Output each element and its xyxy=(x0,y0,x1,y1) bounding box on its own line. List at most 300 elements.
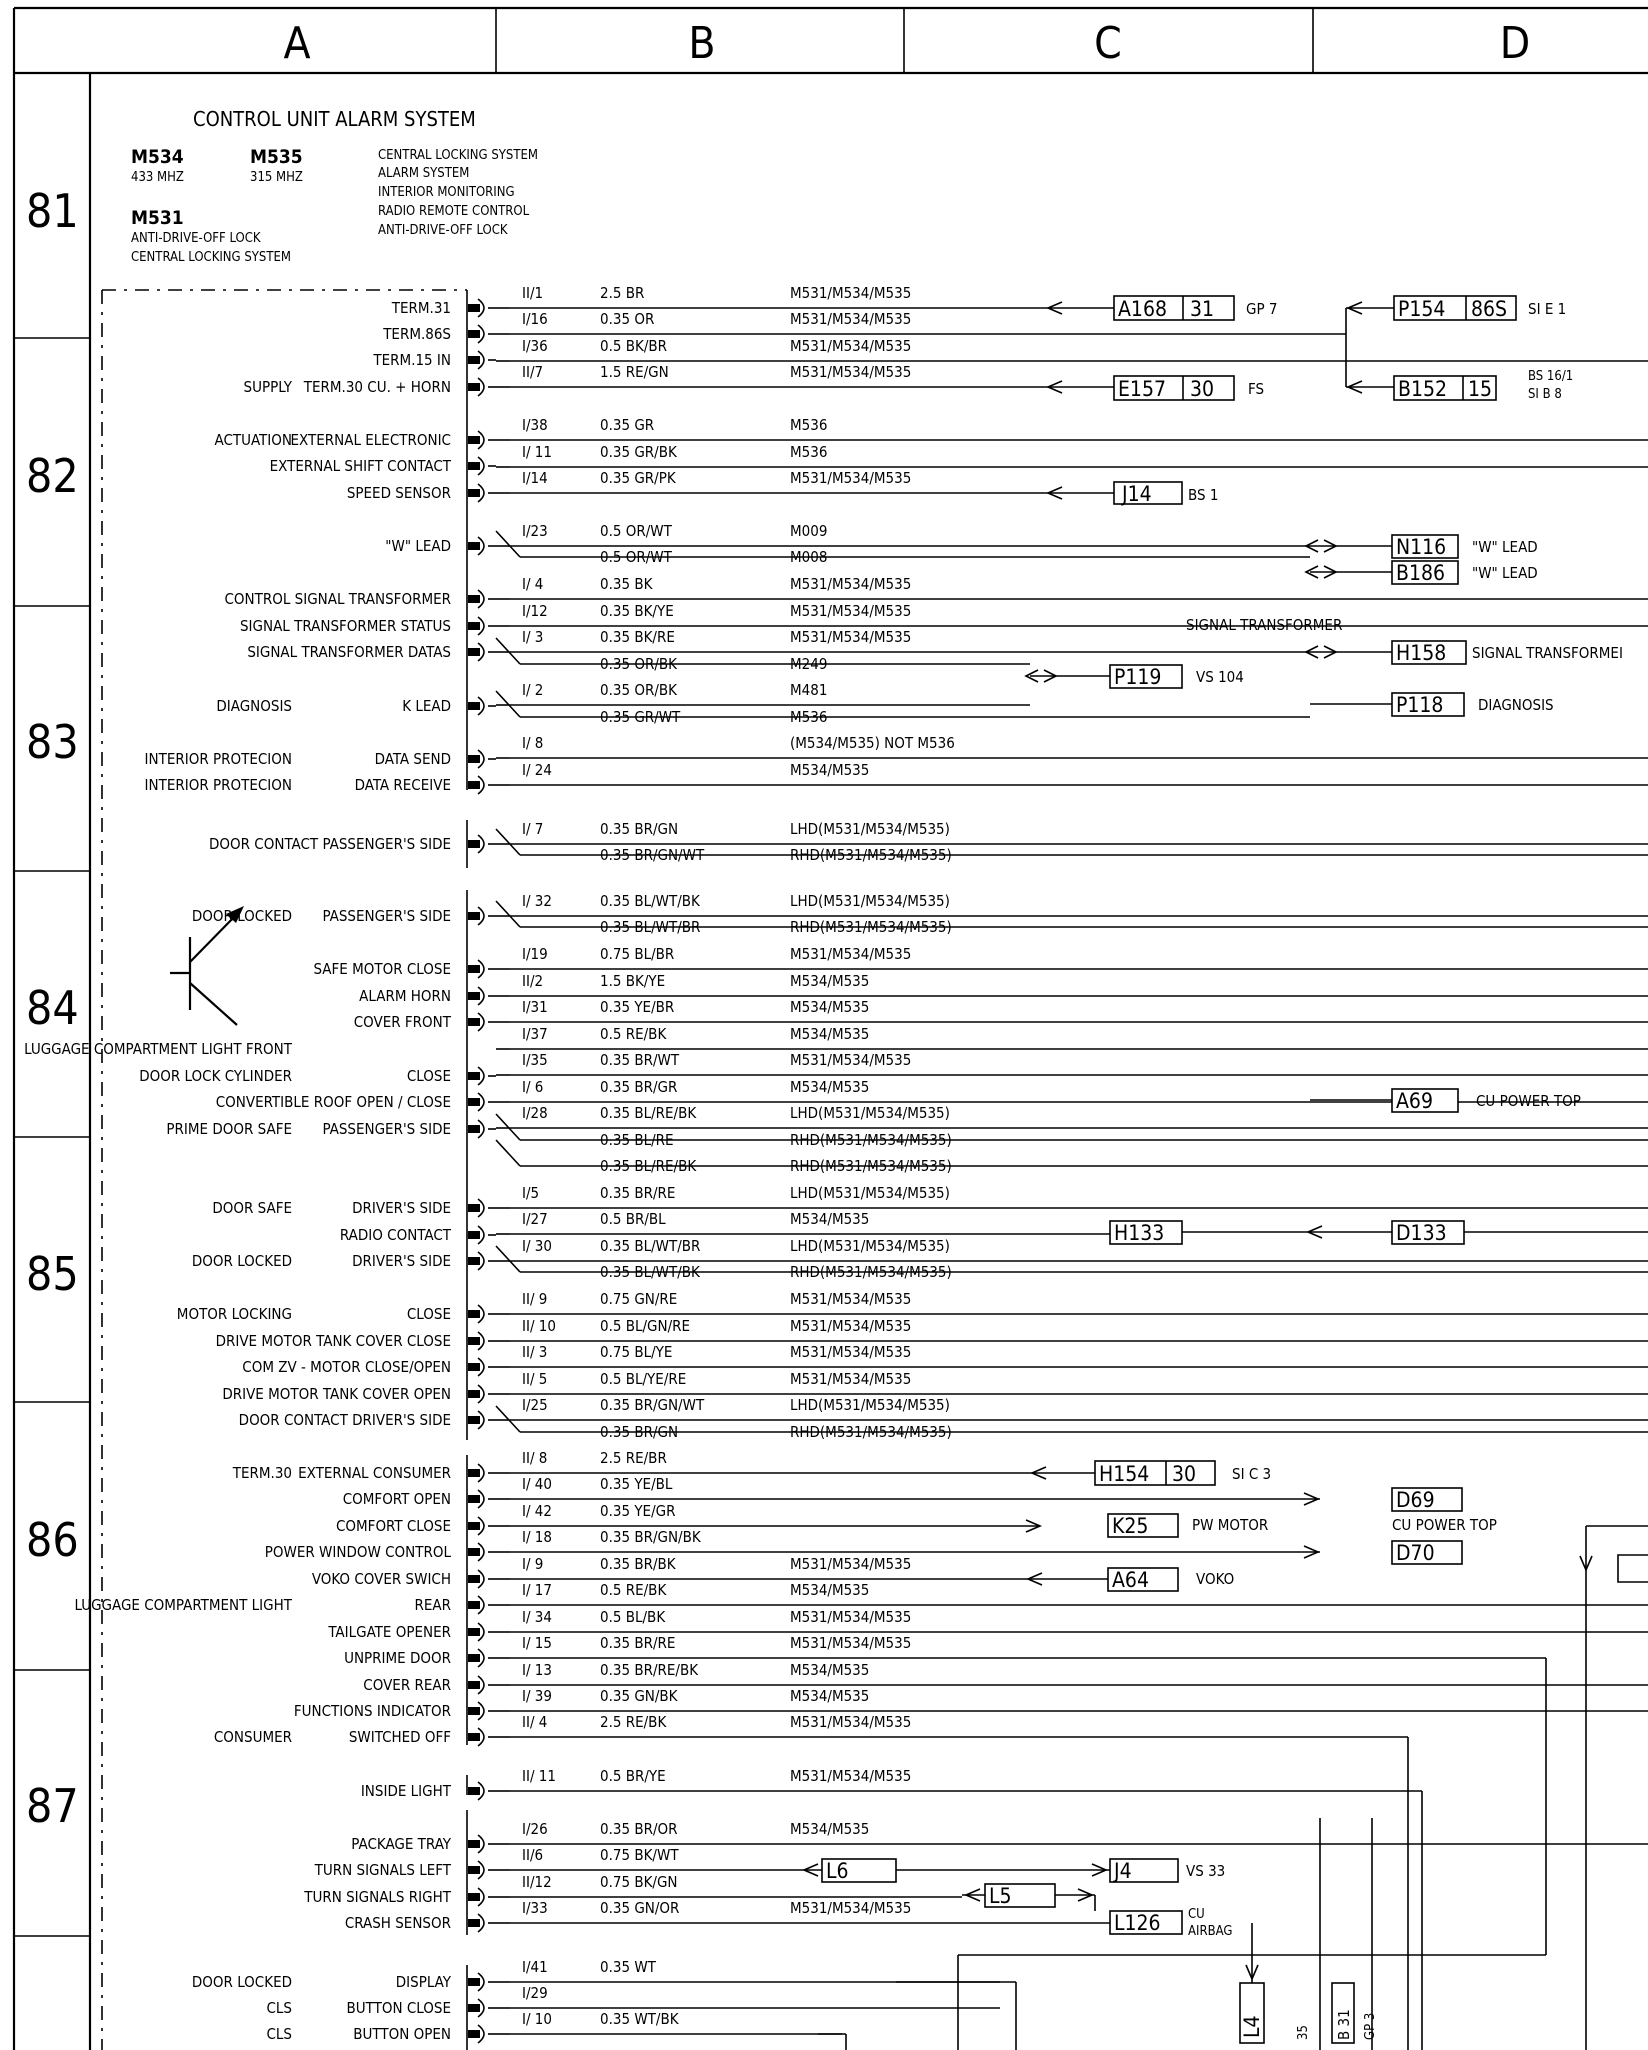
wire-spec: 2.5 RE/BR xyxy=(600,1449,667,1467)
svg-text:BS 16/1: BS 16/1 xyxy=(1528,369,1574,384)
pin-label: I/35 xyxy=(522,1051,548,1069)
component-p154 xyxy=(1346,296,1566,360)
model-code: M531 xyxy=(131,207,184,229)
pin-label: I/ 6 xyxy=(522,1078,544,1096)
group-label: DIAGNOSIS xyxy=(216,697,292,715)
group-label: TERM.30 xyxy=(232,1464,292,1482)
svg-text:86S: 86S xyxy=(1471,297,1508,321)
pin-label: I/36 xyxy=(522,337,548,355)
pin-label: II/7 xyxy=(522,363,544,381)
column-header-a: A xyxy=(283,18,311,69)
group-label: DOOR LOCKED xyxy=(191,1973,292,1991)
model-label: M534/M535 xyxy=(790,1025,870,1043)
component-j4 xyxy=(1110,1859,1225,1883)
svg-text:D69: D69 xyxy=(1396,1488,1435,1512)
wire-spec: 0.35 BL/WT/BR xyxy=(600,918,701,936)
svg-text:"W" LEAD: "W" LEAD xyxy=(1472,564,1538,582)
model-label: RHD(M531/M534/M535) xyxy=(790,846,952,864)
connector-symbol xyxy=(468,835,496,853)
svg-text:P154: P154 xyxy=(1398,297,1446,321)
wire-row xyxy=(496,1317,1648,1341)
wire-row xyxy=(496,1343,1648,1367)
connector-symbol xyxy=(468,907,496,925)
function-label: REAR xyxy=(414,1596,451,1614)
wire-spec: 0.35 BR/GN xyxy=(600,1423,679,1441)
wire-spec: 0.35 GR/PK xyxy=(600,469,676,487)
function-label: DRIVER'S SIDE xyxy=(352,1199,451,1217)
function-label: DISPLAY xyxy=(395,1973,451,1991)
feature-line: RADIO REMOTE CONTROL xyxy=(378,204,530,219)
svg-text:30: 30 xyxy=(1172,1462,1197,1486)
group-label: DOOR LOCKED xyxy=(191,907,292,925)
column-header-d: D xyxy=(1499,18,1531,69)
connector-symbol xyxy=(468,299,496,317)
pin-label: I/33 xyxy=(522,1899,548,1917)
svg-text:VOKO: VOKO xyxy=(1196,1570,1235,1588)
feature-line: ALARM SYSTEM xyxy=(378,166,470,181)
function-label: VOKO COVER SWICH xyxy=(311,1570,451,1588)
model-label: M534/M535 xyxy=(790,761,870,779)
pin-label: I/31 xyxy=(522,998,548,1016)
model-code: M535 xyxy=(250,146,303,168)
wire-spec: 0.5 BK/BR xyxy=(600,337,668,355)
function-label: CONTROL SIGNAL TRANSFORMER xyxy=(224,590,451,608)
wire-spec: 0.75 BL/BR xyxy=(600,945,675,963)
function-label: EXTERNAL ELECTRONIC xyxy=(290,431,451,449)
wire-row xyxy=(496,998,1648,1022)
model-label: M531/M534/M535 xyxy=(790,310,912,328)
svg-text:H154: H154 xyxy=(1099,1462,1150,1486)
pin-label: I/25 xyxy=(522,1396,548,1414)
connector-symbol xyxy=(468,1861,496,1879)
pin-label: I/ 17 xyxy=(522,1581,552,1599)
function-label: DATA RECEIVE xyxy=(354,776,451,794)
wire-row xyxy=(496,1502,1040,1526)
connector-symbol xyxy=(468,1570,496,1588)
component-h158 xyxy=(1186,616,1623,665)
pin-label: I/ 24 xyxy=(522,761,552,779)
group-label: LUGGAGE COMPARTMENT LIGHT xyxy=(74,1596,292,1614)
wire-spec: 1.5 BK/YE xyxy=(600,972,666,990)
svg-text:L6: L6 xyxy=(826,1859,849,1883)
model-label: M531/M534/M535 xyxy=(790,1051,912,1069)
connector-symbol xyxy=(468,1888,496,1906)
component-n116 xyxy=(1306,535,1538,559)
pin-label: I/ 32 xyxy=(522,892,552,910)
wire-row xyxy=(496,972,1648,996)
svg-text:L126: L126 xyxy=(1114,1911,1161,1935)
pin-label: II/ 11 xyxy=(522,1767,556,1785)
svg-text:A64: A64 xyxy=(1112,1568,1149,1592)
connector-symbol xyxy=(468,1252,496,1270)
group-label: INTERIOR PROTECION xyxy=(144,776,292,794)
pin-label: I/ 4 xyxy=(522,575,544,593)
model-label: M008 xyxy=(790,548,828,566)
function-label: TERM.86S xyxy=(383,325,451,343)
component-a64 xyxy=(1026,1568,1234,1592)
pin-label: I/37 xyxy=(522,1025,548,1043)
model-label: M534/M535 xyxy=(790,1820,870,1838)
model-label: M534/M535 xyxy=(790,1210,870,1228)
wire-spec: 0.35 BK xyxy=(600,575,653,593)
wire-spec: 0.35 BL/WT/BK xyxy=(600,892,700,910)
svg-text:P118: P118 xyxy=(1396,693,1444,717)
function-label: DRIVE MOTOR TANK COVER OPEN xyxy=(222,1385,451,1403)
connector-symbol xyxy=(468,1464,496,1482)
connector-symbol xyxy=(468,987,496,1005)
svg-text:H158: H158 xyxy=(1396,641,1447,665)
wire-spec: 0.35 YE/BL xyxy=(600,1475,673,1493)
column-header-b: B xyxy=(688,18,716,69)
pin-label: I/ 7 xyxy=(522,820,544,838)
connector-symbol xyxy=(468,617,496,635)
svg-text:CU: CU xyxy=(1188,1907,1205,1922)
group-label: INTERIOR PROTECION xyxy=(144,750,292,768)
svg-text:31: 31 xyxy=(1190,297,1215,321)
group-label: CLS xyxy=(266,2025,292,2043)
model-label: LHD(M531/M534/M535) xyxy=(790,1104,950,1122)
connector-symbol xyxy=(468,1490,496,1508)
component-j14 xyxy=(1045,482,1218,506)
model-label: RHD(M531/M534/M535) xyxy=(790,1131,952,1149)
component-l126 xyxy=(1095,1895,1232,1939)
model-label: M531/M534/M535 xyxy=(790,602,912,620)
component-l5 xyxy=(962,1884,1095,1908)
pin-label: I/19 xyxy=(522,945,548,963)
wire-spec: 0.75 BL/YE xyxy=(600,1343,673,1361)
pin-label: I/38 xyxy=(522,416,548,434)
model-label: LHD(M531/M534/M535) xyxy=(790,820,950,838)
svg-text:H133: H133 xyxy=(1114,1221,1165,1245)
connector-symbol xyxy=(468,1835,496,1853)
group-label: DOOR LOCK CYLINDER xyxy=(139,1067,292,1085)
connector-symbol xyxy=(468,431,496,449)
group-label: DOOR SAFE xyxy=(212,1199,292,1217)
wire-row xyxy=(496,1767,1422,1791)
model-label: M531/M534/M535 xyxy=(790,469,912,487)
wire-row xyxy=(496,638,1030,673)
function-label: DRIVE MOTOR TANK COVER CLOSE xyxy=(215,1332,451,1350)
component-l6 xyxy=(800,1859,1110,1883)
group-label: PRIME DOOR SAFE xyxy=(166,1120,292,1138)
component-a69 xyxy=(1310,1089,1581,1113)
wire-spec: 0.35 GR/BK xyxy=(600,443,677,461)
svg-text:"W" LEAD: "W" LEAD xyxy=(1472,538,1538,556)
pin-label: I/ 40 xyxy=(522,1475,552,1493)
pin-label: I/5 xyxy=(522,1184,540,1202)
group-label: MOTOR LOCKING xyxy=(176,1305,292,1323)
function-label: PASSENGER'S SIDE xyxy=(322,1120,451,1138)
wire-spec: 0.35 YE/BR xyxy=(600,998,675,1016)
model-desc: CENTRAL LOCKING SYSTEM xyxy=(131,250,291,265)
wire-spec: 0.35 OR/BK xyxy=(600,681,677,699)
connector-symbol xyxy=(468,378,496,396)
wire-spec: 0.35 BL/RE/BK xyxy=(600,1157,697,1175)
wire-spec: 0.75 BK/GN xyxy=(600,1873,678,1891)
column-headers xyxy=(283,18,1530,69)
model-label: M534/M535 xyxy=(790,1687,870,1705)
wire-row xyxy=(496,469,1045,493)
model-label: M531/M534/M535 xyxy=(790,1713,912,1731)
connector-symbol xyxy=(468,1676,496,1694)
function-label: CRASH SENSOR xyxy=(344,1914,451,1932)
model-code: M534 xyxy=(131,146,184,168)
pin-label: I/ 15 xyxy=(522,1634,552,1652)
svg-text:A69: A69 xyxy=(1396,1089,1433,1113)
feature-line: CENTRAL LOCKING SYSTEM xyxy=(378,148,538,163)
connector-symbol xyxy=(468,1385,496,1403)
pin-label: II/ 3 xyxy=(522,1343,548,1361)
connector-symbol xyxy=(468,484,496,502)
pin-label: II/ 4 xyxy=(522,1713,548,1731)
wire-spec: 0.5 OR/WT xyxy=(600,548,672,566)
function-label: DOOR CONTACT PASSENGER'S SIDE xyxy=(209,835,451,853)
svg-text:P119: P119 xyxy=(1114,665,1162,689)
feature-line: ANTI-DRIVE-OFF LOCK xyxy=(378,223,508,238)
wire-row xyxy=(496,1210,1110,1234)
connector-symbol xyxy=(468,1120,496,1138)
wire-spec: 0.35 OR/BK xyxy=(600,655,677,673)
pin-label: II/2 xyxy=(522,972,544,990)
model-label: RHD(M531/M534/M535) xyxy=(790,1157,952,1175)
wire-row xyxy=(496,2010,842,2034)
wire-spec: 0.35 GN/OR xyxy=(600,1899,680,1917)
model-label: M249 xyxy=(790,655,828,673)
function-label: DRIVER'S SIDE xyxy=(352,1252,451,1270)
model-label: M531/M534/M535 xyxy=(790,1767,912,1785)
group-label: SUPPLY xyxy=(243,378,292,396)
connector-symbol xyxy=(468,643,496,661)
component-p119 xyxy=(1026,665,1244,689)
function-label: BUTTON OPEN xyxy=(353,2025,451,2043)
connector-symbol xyxy=(468,1517,496,1535)
connector-symbol xyxy=(468,1649,496,1667)
connector-symbol xyxy=(468,2025,496,2043)
function-label: SIGNAL TRANSFORMER DATAS xyxy=(247,643,451,661)
wire-row xyxy=(496,284,1045,308)
svg-text:B 31: B 31 xyxy=(1335,2009,1353,2040)
model-label: M531/M534/M535 xyxy=(790,363,912,381)
wire-spec: 0.35 BK/YE xyxy=(600,602,674,620)
function-label: TURN SIGNALS LEFT xyxy=(314,1861,451,1879)
svg-text:35: 35 xyxy=(1296,2025,1311,2040)
function-label: CONVERTIBLE ROOF OPEN / CLOSE xyxy=(215,1093,451,1111)
wire-spec: 0.35 BK/RE xyxy=(600,628,675,646)
function-label: INSIDE LIGHT xyxy=(360,1782,451,1800)
row-number: 84 xyxy=(26,981,79,1035)
model-label: M536 xyxy=(790,708,828,726)
function-label: COVER FRONT xyxy=(353,1013,451,1031)
wire-spec: 0.35 WT xyxy=(600,1958,656,1976)
wire-spec: 0.35 OR xyxy=(600,310,655,328)
function-label: SPEED SENSOR xyxy=(346,484,451,502)
function-label: SWITCHED OFF xyxy=(348,1728,451,1746)
svg-text:K25: K25 xyxy=(1112,1514,1149,1538)
connector-symbol xyxy=(468,960,496,978)
wire-spec: 0.35 BR/GN xyxy=(600,820,679,838)
model-label: M531/M534/M535 xyxy=(790,945,912,963)
connector-symbol xyxy=(468,1702,496,1720)
wire-row xyxy=(496,761,1648,785)
function-label: TERM.30 CU. + HORN xyxy=(303,378,451,396)
pin-label: I/ 8 xyxy=(522,734,544,752)
function-labels xyxy=(209,299,496,2043)
group-label: DOOR LOCKED xyxy=(191,1252,292,1270)
function-label: TURN SIGNALS RIGHT xyxy=(304,1888,451,1906)
wire-spec: 0.35 BR/BK xyxy=(600,1555,676,1573)
component-d70 xyxy=(1304,1541,1462,1565)
component-h133 xyxy=(1110,1221,1392,1245)
row-number: 83 xyxy=(26,715,79,769)
svg-text:30: 30 xyxy=(1190,377,1215,401)
wire-row xyxy=(496,1025,1648,1049)
model-label: M009 xyxy=(790,522,828,540)
svg-text:SI C 3: SI C 3 xyxy=(1232,1465,1272,1483)
pin-label: II/ 10 xyxy=(522,1317,556,1335)
wire-spec: 1.5 RE/GN xyxy=(600,363,669,381)
connector-symbol xyxy=(468,1093,496,1111)
svg-text:D133: D133 xyxy=(1396,1221,1447,1245)
pin-label: I/29 xyxy=(522,1984,548,2002)
wire-spec: 0.5 BL/YE/RE xyxy=(600,1370,687,1388)
function-label: FUNCTIONS INDICATOR xyxy=(293,1702,451,1720)
wire-spec: 0.35 BL/WT/BR xyxy=(600,1237,701,1255)
pin-label: I/16 xyxy=(522,310,548,328)
connector-symbol xyxy=(468,351,496,369)
pin-label: II/1 xyxy=(522,284,544,302)
connector-symbol xyxy=(468,1782,496,1800)
svg-text:VS 33: VS 33 xyxy=(1186,1862,1226,1880)
function-label: "W" LEAD xyxy=(385,537,451,555)
wire-row xyxy=(496,892,1648,916)
svg-text:CU POWER TOP: CU POWER TOP xyxy=(1476,1092,1581,1110)
model-label: M481 xyxy=(790,681,828,699)
connector-symbol xyxy=(468,537,496,555)
row-numbers xyxy=(26,184,79,1833)
wire-row xyxy=(496,945,1648,969)
component-k25 xyxy=(1026,1514,1268,1538)
svg-text:L5: L5 xyxy=(989,1884,1012,1908)
row-number: 85 xyxy=(26,1247,79,1301)
pin-label: I/41 xyxy=(522,1958,548,1976)
pin-label: I/ 9 xyxy=(522,1555,544,1573)
function-label: TAILGATE OPENER xyxy=(328,1623,451,1641)
group-label: LUGGAGE COMPARTMENT LIGHT FRONT xyxy=(24,1040,292,1058)
function-label: DATA SEND xyxy=(374,750,451,768)
svg-text:FS: FS xyxy=(1248,380,1265,398)
wire-row xyxy=(496,1634,1546,1658)
svg-text:PW MOTOR: PW MOTOR xyxy=(1192,1516,1269,1534)
wire-row xyxy=(496,1555,1026,1579)
bottom-connector xyxy=(1296,1983,1378,2043)
model-label: M531/M534/M535 xyxy=(790,1899,912,1917)
wire-spec: 0.5 OR/WT xyxy=(600,522,672,540)
pin-label: II/6 xyxy=(522,1846,544,1864)
component-h154 xyxy=(1030,1461,1271,1486)
svg-text:J14: J14 xyxy=(1122,482,1152,506)
model-label: M531/M534/M535 xyxy=(790,1317,912,1335)
connector-symbol xyxy=(468,1999,496,2017)
wire-spec: 0.5 RE/BK xyxy=(600,1025,667,1043)
pin-label: II/ 9 xyxy=(522,1290,548,1308)
row-number: 87 xyxy=(26,1779,79,1833)
row-number: 82 xyxy=(26,449,79,503)
wire-row xyxy=(496,1370,1648,1394)
wire-row xyxy=(496,443,1648,467)
connector-symbol xyxy=(468,1728,496,1746)
connector-symbol xyxy=(468,590,496,608)
pin-label: I/ 11 xyxy=(522,443,552,461)
wire-row xyxy=(496,363,1045,387)
wire-spec: 0.5 RE/BK xyxy=(600,1581,667,1599)
pin-label: I/ 34 xyxy=(522,1608,552,1626)
svg-text:J4: J4 xyxy=(1114,1859,1132,1883)
wire-spec: 0.5 BL/BK xyxy=(600,1608,666,1626)
pin-label: I/ 13 xyxy=(522,1661,552,1679)
wire-row xyxy=(496,1051,1648,1075)
pin-label: I/ 39 xyxy=(522,1687,552,1705)
connector-symbol xyxy=(468,1973,496,1991)
wire-row xyxy=(496,681,1030,705)
function-label: EXTERNAL CONSUMER xyxy=(298,1464,451,1482)
wire-row xyxy=(496,1449,1030,1473)
wire-spec: 0.35 BR/GN/WT xyxy=(600,1396,705,1414)
wire-spec: 2.5 BR xyxy=(600,284,645,302)
wire-spec: 0.35 BR/GR xyxy=(600,1078,678,1096)
svg-text:B152: B152 xyxy=(1398,377,1448,401)
column-header-c: C xyxy=(1094,18,1122,69)
function-label: COMFORT OPEN xyxy=(342,1490,451,1508)
svg-text:A168: A168 xyxy=(1118,297,1167,321)
model-label: LHD(M531/M534/M535) xyxy=(790,1184,950,1202)
function-label: SAFE MOTOR CLOSE xyxy=(313,960,451,978)
model-label: M531/M534/M535 xyxy=(790,628,912,646)
pin-label: I/ 18 xyxy=(522,1528,552,1546)
wire-row xyxy=(496,337,1648,361)
connector-symbol xyxy=(468,1596,496,1614)
group-label: ACTUATION xyxy=(214,431,292,449)
model-freq: 433 MHZ xyxy=(131,170,184,185)
function-label: EXTERNAL SHIFT CONTACT xyxy=(269,457,451,475)
model-label: M531/M534/M535 xyxy=(790,1370,912,1388)
wire-row xyxy=(496,734,1648,758)
pin-label: I/28 xyxy=(522,1104,548,1122)
component-e157 xyxy=(1045,376,1264,401)
function-label: PACKAGE TRAY xyxy=(351,1835,451,1853)
connector-symbol xyxy=(468,1067,496,1085)
function-label: POWER WINDOW CONTROL xyxy=(264,1543,451,1561)
wire-spec: 0.35 BL/RE xyxy=(600,1131,674,1149)
svg-text:SI B 8: SI B 8 xyxy=(1528,387,1562,402)
svg-text:SIGNAL TRANSFORMEI: SIGNAL TRANSFORMEI xyxy=(1472,644,1623,662)
wire-spec: 0.5 BR/YE xyxy=(600,1767,666,1785)
svg-text:L4: L4 xyxy=(1240,2015,1264,2038)
wire-spec: 0.5 BR/BL xyxy=(600,1210,666,1228)
wire-spec: 0.35 GR/WT xyxy=(600,708,681,726)
svg-text:CU POWER TOP: CU POWER TOP xyxy=(1392,1516,1497,1534)
model-label: M531/M534/M535 xyxy=(790,1290,912,1308)
wire-spec: 0.35 WT/BK xyxy=(600,2010,679,2028)
wire-spec: 2.5 RE/BK xyxy=(600,1713,667,1731)
pin-label: I/ 10 xyxy=(522,2010,552,2028)
model-label: LHD(M531/M534/M535) xyxy=(790,1237,950,1255)
connector-symbol xyxy=(468,1013,496,1031)
model-label: M534/M535 xyxy=(790,1581,870,1599)
function-label: COM ZV - MOTOR CLOSE/OPEN xyxy=(242,1358,451,1376)
header-block xyxy=(131,107,538,265)
component-d133 xyxy=(1392,1221,1648,1245)
pin-label: I/ 42 xyxy=(522,1502,552,1520)
